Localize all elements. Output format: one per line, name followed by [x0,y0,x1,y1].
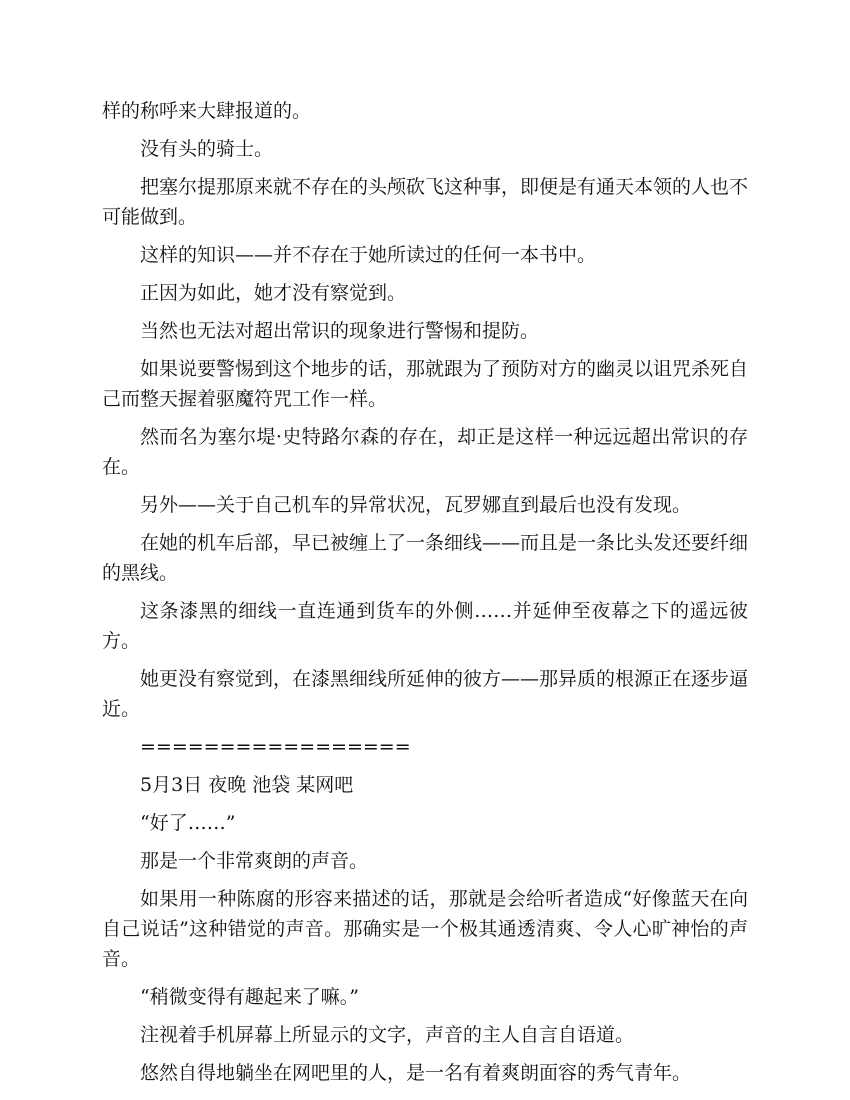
document-body [102,96,748,1096]
paragraph: 没有头的骑士。 [140,138,274,160]
paragraph: 另外——关于自己机车的异常状况，瓦罗娜直到最后也没有发现。 [140,494,692,516]
section-divider: ================= [140,736,411,758]
paragraph: 在她的机车后部，早已被缠上了一条细线——而且是一条比头发还要纤细的黑线。 [102,532,749,584]
paragraph: 把塞尔提那原来就不存在的头颅砍飞这种事，即便是有通天本领的人也不可能做到。 [102,176,749,228]
paragraph: 然而名为塞尔堤·史特路尔森的存在，却正是这样一种远远超出常识的存在。 [102,426,748,478]
paragraph: 那是一个非常爽朗的声音。 [140,850,369,872]
paragraph: 如果用一种陈腐的形容来描述的话，那就是会给听者造成“好像蓝天在向自己说话”这种错觉的声音。那确实是一个极其通透清爽、令人心旷神怡的声音。 [102,888,748,970]
paragraph: 这条漆黑的细线一直连通到货车的外侧……并延伸至夜幕之下的遥远彼方。 [102,600,748,652]
paragraph: 这样的知识——并不存在于她所读过的任何一本书中。 [140,244,597,266]
scene-heading: 5月3日 夜晚 池袋 某网吧 [140,774,354,796]
paragraph: 注视着手机屏幕上所显示的文字，声音的主人自言自语道。 [140,1024,635,1046]
paragraph: 当然也无法对超出常识的现象进行警惕和提防。 [140,320,540,342]
paragraph: “好了……” [140,812,236,834]
paragraph: 样的称呼来大肆报道的。 [102,100,312,122]
paragraph: 如果说要警惕到这个地步的话，那就跟为了预防对方的幽灵以诅咒杀死自己而整天握着驱魔符咒工作一样。 [102,358,749,410]
paragraph: 悠然自得地躺坐在网吧里的人，是一名有着爽朗面容的秀气青年。 [140,1062,692,1084]
paragraph: 正因为如此，她才没有察觉到。 [140,282,407,304]
paragraph: 她更没有察觉到，在漆黑细线所延伸的彼方——那异质的根源正在逐步逼近。 [102,668,749,720]
paragraph: “稍微变得有趣起来了嘛。” [140,986,359,1008]
